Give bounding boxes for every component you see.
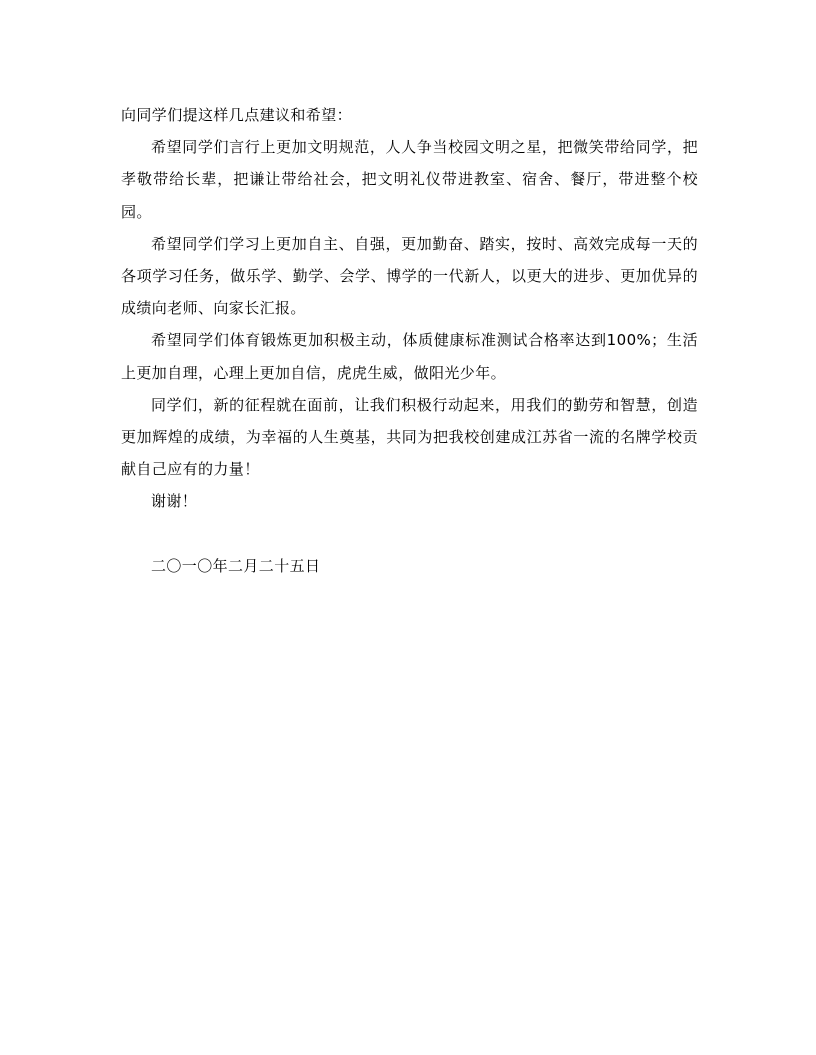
paragraph-study: 希望同学们学习上更加自主、自强，更加勤奋、踏实，按时、高效完成每一天的各项学习任务，做乐学、勤学、会学、博学的一代新人，以更大的进步、更加优异的成绩向老师、向家长汇报。 (121, 234, 698, 318)
paragraph-fitness: 希望同学们体育锻炼更加积极主动，体质健康标准测试合格率达到100%；生活上更加自理，心理上更加自信，虎虎生威，做阳光少年。 (121, 331, 698, 382)
thanks-line: 谢谢！ (151, 492, 198, 511)
blank-line (121, 518, 698, 550)
speech-body (121, 99, 698, 582)
intro-line: 向同学们提这样几点建议和希望： (121, 106, 353, 124)
paragraph-closing: 同学们，新的征程就在面前，让我们积极行动起来，用我们的勤劳和智慧，创造更加辉煌的成绩，为幸福的人生奠基，共同为把我校创建成江苏省一流的名牌学校贡献自己应有的力量！ (121, 395, 698, 479)
date-line: 二〇一〇年二月二十五日 (151, 556, 321, 575)
paragraph-civility: 希望同学们言行上更加文明规范，人人争当校园文明之星，把微笑带给同学，把孝敬带给长辈，把谦让带给社会，把文明礼仪带进教室、宿舍、餐厅，带进整个校园。 (121, 138, 698, 221)
